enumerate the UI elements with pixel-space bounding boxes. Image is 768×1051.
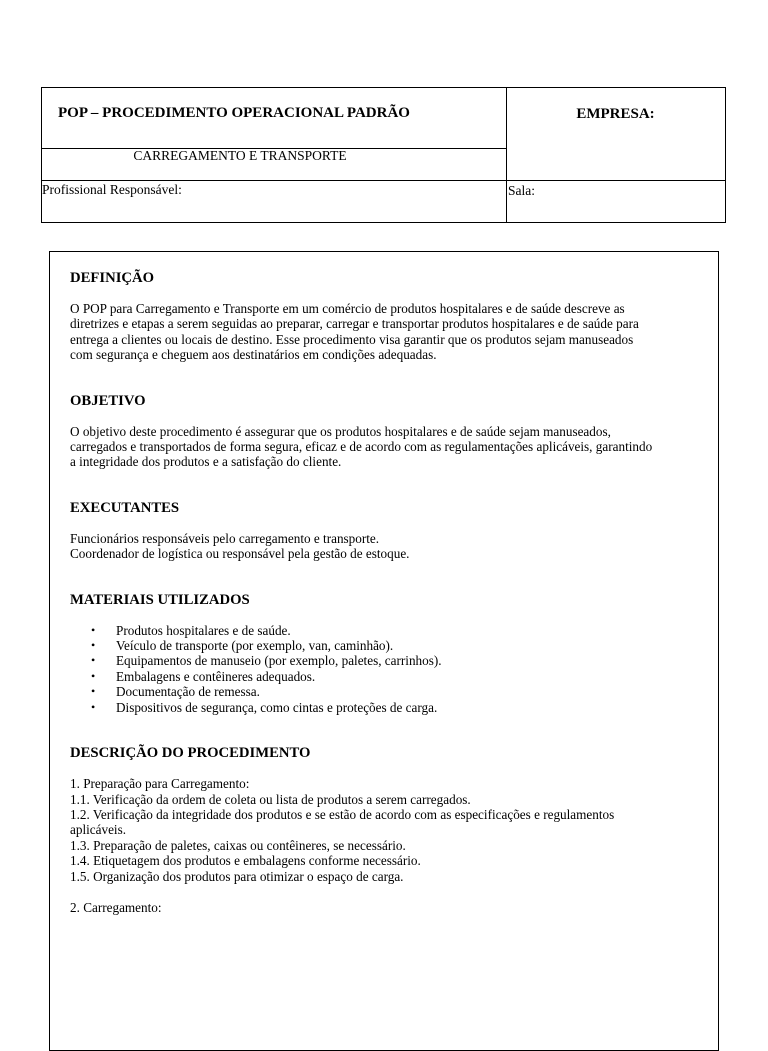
procedure-line: 1.5. Organização dos produtos para otimizar o espaço de carga. bbox=[70, 868, 404, 884]
bullet-icon: • bbox=[91, 653, 96, 668]
objective-line: a integridade dos produtos e a satisfação do cliente. bbox=[70, 454, 342, 470]
header-table bbox=[41, 87, 726, 223]
material-item: Equipamentos de manuseio (por exemplo, paletes, carrinhos). bbox=[116, 653, 442, 669]
document-title: POP – PROCEDIMENTO OPERACIONAL PADRÃO bbox=[58, 105, 410, 121]
material-item: Documentação de remessa. bbox=[116, 684, 260, 700]
list-item bbox=[70, 638, 702, 653]
material-item: Veículo de transporte (por exemplo, van, caminhão). bbox=[116, 638, 394, 654]
list-item bbox=[70, 700, 702, 715]
bullet-icon: • bbox=[91, 699, 96, 714]
executors-heading: EXECUTANTES bbox=[70, 499, 180, 516]
bullet-icon: • bbox=[91, 668, 96, 683]
objective-heading: OBJETIVO bbox=[70, 392, 146, 409]
table-divider-horizontal bbox=[42, 180, 725, 181]
list-item bbox=[70, 669, 702, 684]
document-subtitle: CARREGAMENTO E TRANSPORTE bbox=[133, 148, 347, 163]
definition-heading: DEFINIÇÃO bbox=[70, 270, 155, 286]
procedure-line: 1.2. Verificação da integridade dos produtos e se estão de acordo com as especificações e regulamentos bbox=[70, 806, 615, 822]
list-item bbox=[70, 623, 702, 638]
procedure-next-step: 2. Carregamento: bbox=[70, 899, 162, 915]
objective-line: carregados e transportados de forma segura, eficaz e de acordo com as regulamentações aplicáveis, garantindo bbox=[70, 439, 653, 455]
bullet-icon: • bbox=[91, 638, 96, 653]
bullet-icon: • bbox=[91, 684, 96, 699]
procedure-line: 1.3. Preparação de paletes, caixas ou contêineres, se necessário. bbox=[70, 837, 406, 853]
procedure-line: 1.4. Etiquetagem dos produtos e embalagens conforme necessário. bbox=[70, 853, 421, 869]
procedure-line: aplicáveis. bbox=[70, 822, 127, 838]
procedure-line: 1.1. Verificação da ordem de coleta ou lista de produtos a serem carregados. bbox=[70, 791, 471, 807]
list-item bbox=[70, 653, 702, 668]
definition-line: entrega a clientes ou locais de destino. Esse procedimento visa garantir que os produtos sejam manuseados bbox=[70, 331, 634, 347]
material-item: Produtos hospitalares e de saúde. bbox=[116, 622, 291, 638]
materials-heading: MATERIAIS UTILIZADOS bbox=[70, 591, 250, 608]
material-item: Embalagens e contêineres adequados. bbox=[116, 668, 316, 684]
definition-line: com segurança e cheguem aos destinatários em condições adequadas. bbox=[70, 347, 437, 363]
definition-line: O POP para Carregamento e Transporte em um comércio de produtos hospitalares e de saúde descreve as bbox=[70, 301, 625, 316]
room-label: Sala: bbox=[508, 183, 535, 198]
bullet-icon: • bbox=[91, 622, 96, 637]
procedure-content bbox=[70, 270, 702, 915]
definition-line: diretrizes e etapas a serem seguidas ao preparar, carregar e transportar produtos hospitalares e de saúde para bbox=[70, 316, 639, 332]
executor-line: Funcionários responsáveis pelo carregamento e transporte. bbox=[70, 530, 380, 546]
materials-list bbox=[70, 623, 702, 715]
executor-line: Coordenador de logística ou responsável pela gestão de estoque. bbox=[70, 546, 410, 562]
procedure-body bbox=[49, 251, 719, 1051]
responsible-label: Profissional Responsável: bbox=[42, 182, 182, 197]
objective-line: O objetivo deste procedimento é assegurar que os produtos hospitalares e de saúde sejam manuseados, bbox=[70, 423, 611, 439]
procedure-line: 1. Preparação para Carregamento: bbox=[70, 776, 250, 792]
material-item: Dispositivos de segurança, como cintas e proteções de carga. bbox=[116, 699, 438, 715]
procedure-heading: DESCRIÇÃO DO PROCEDIMENTO bbox=[70, 745, 311, 762]
company-label: EMPRESA: bbox=[576, 106, 655, 122]
list-item bbox=[70, 684, 702, 699]
